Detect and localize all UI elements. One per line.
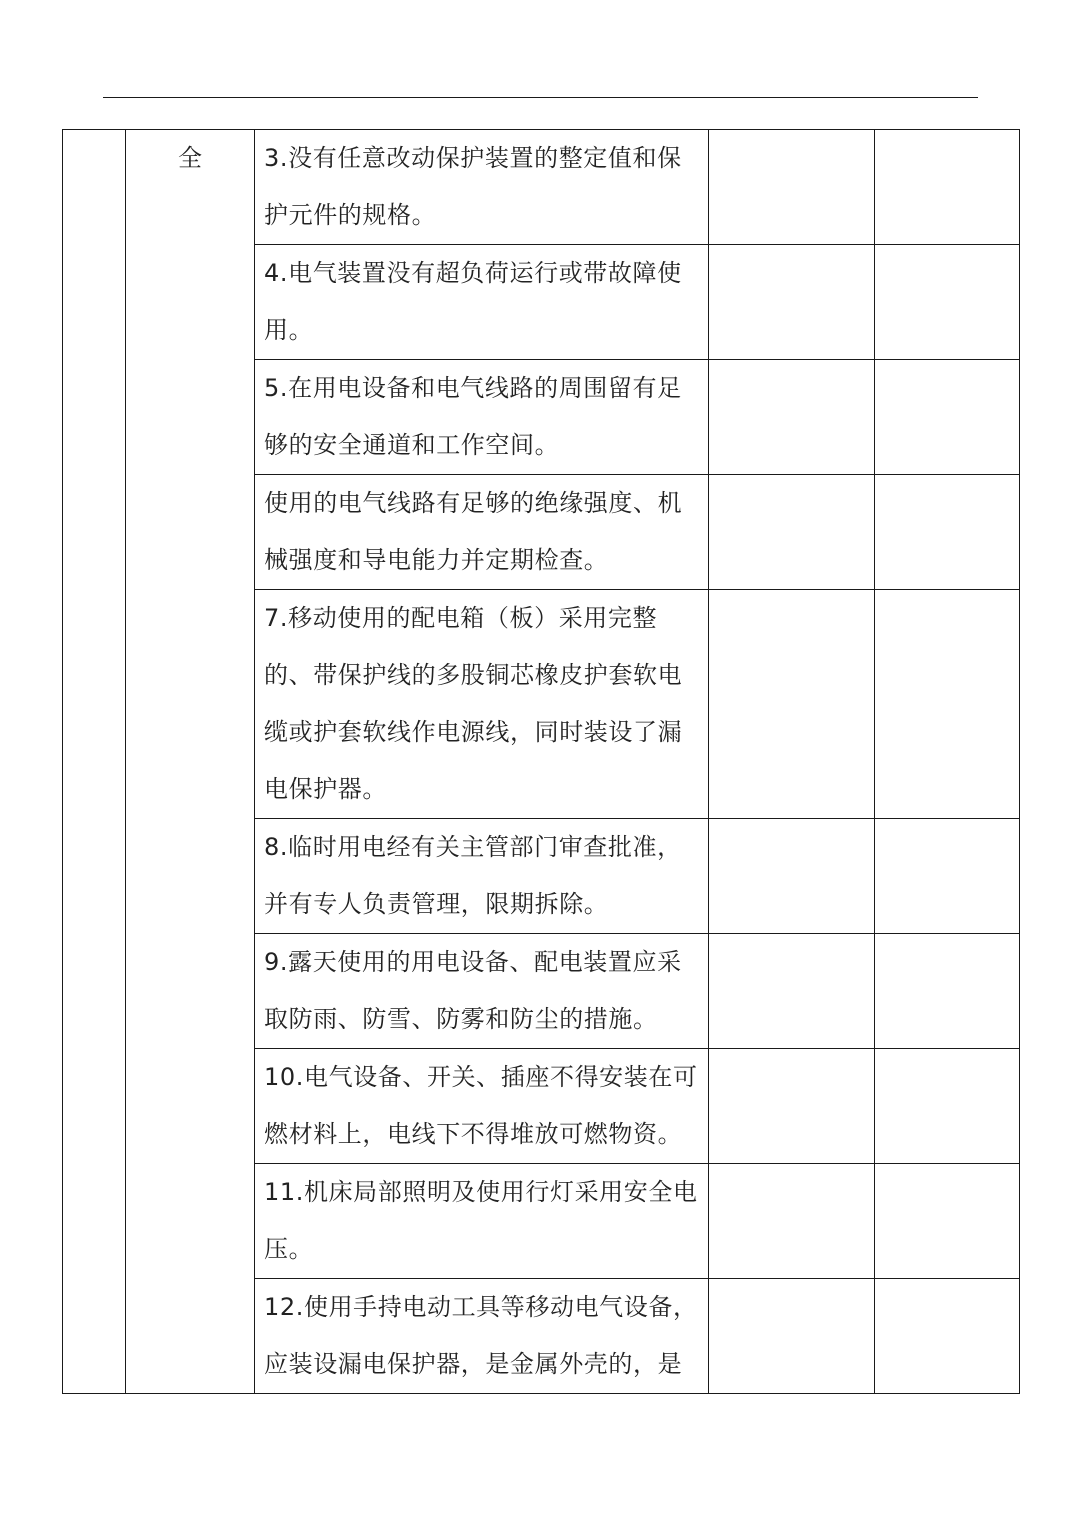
result-cell <box>709 819 875 934</box>
result-cell <box>709 1049 875 1164</box>
result-cell <box>709 934 875 1049</box>
result-cell <box>709 360 875 475</box>
remark-cell <box>875 1164 1020 1279</box>
remark-cell <box>875 1279 1020 1394</box>
remark-cell <box>875 819 1020 934</box>
remark-cell <box>875 245 1020 360</box>
index-cell <box>63 130 126 1394</box>
inspection-table <box>62 129 1020 1394</box>
item-cell: 3.没有任意改动保护装置的整定值和保护元件的规格。 <box>255 130 709 245</box>
result-cell <box>709 130 875 245</box>
remark-cell <box>875 934 1020 1049</box>
item-cell: 5.在用电设备和电气线路的周围留有足够的安全通道和工作空间。 <box>255 360 709 475</box>
item-cell: 使用的电气线路有足够的绝缘强度、机械强度和导电能力并定期检查。 <box>255 475 709 590</box>
item-cell: 10.电气设备、开关、插座不得安装在可燃材料上，电线下不得堆放可燃物资。 <box>255 1049 709 1164</box>
item-cell: 11.机床局部照明及使用行灯采用安全电压。 <box>255 1164 709 1279</box>
table-row <box>63 130 1020 245</box>
item-cell: 12.使用手持电动工具等移动电气设备，应装设漏电保护器，是金属外壳的，是 <box>255 1279 709 1394</box>
remark-cell <box>875 360 1020 475</box>
remark-cell <box>875 475 1020 590</box>
item-cell: 4.电气装置没有超负荷运行或带故障使用。 <box>255 245 709 360</box>
remark-cell <box>875 1049 1020 1164</box>
result-cell <box>709 1164 875 1279</box>
item-cell: 9.露天使用的用电设备、配电装置应采取防雨、防雪、防雾和防尘的措施。 <box>255 934 709 1049</box>
result-cell <box>709 475 875 590</box>
result-cell <box>709 245 875 360</box>
header-rule <box>103 97 978 98</box>
remark-cell <box>875 590 1020 819</box>
category-cell: 全 <box>126 130 255 1394</box>
remark-cell <box>875 130 1020 245</box>
item-cell: 8.临时用电经有关主管部门审查批准，并有专人负责管理，限期拆除。 <box>255 819 709 934</box>
result-cell <box>709 1279 875 1394</box>
result-cell <box>709 590 875 819</box>
item-cell: 7.移动使用的配电箱（板）采用完整的、带保护线的多股铜芯橡皮护套软电缆或护套软线作电源线，同时装设了漏电保护器。 <box>255 590 709 819</box>
